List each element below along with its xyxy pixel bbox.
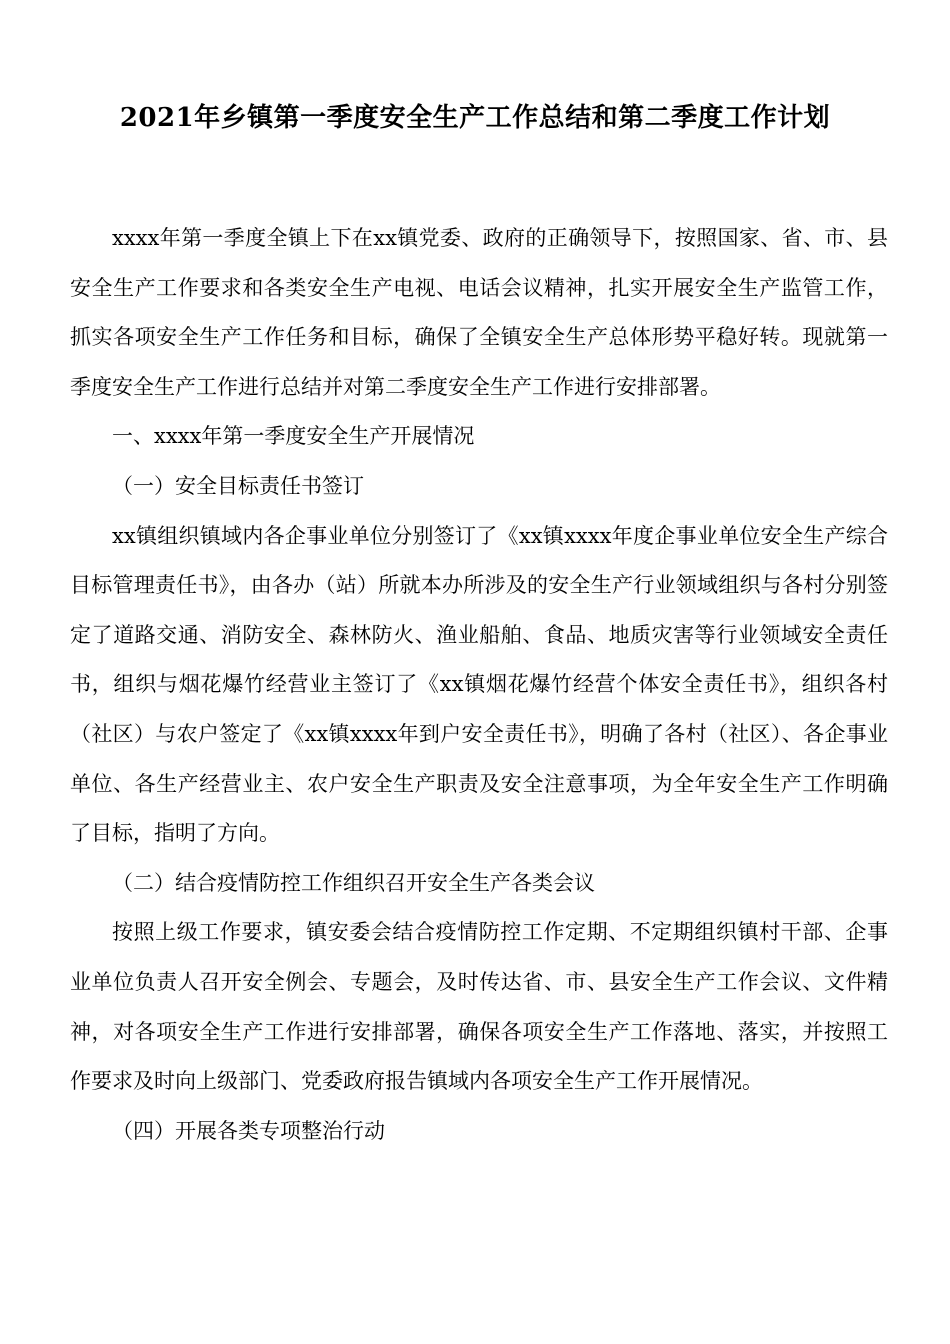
subsection-heading-4: （四）开展各类专项整治行动 xyxy=(112,1118,385,1143)
intro-paragraph: xxxx年第一季度全镇上下在xx镇党委、政府的正确领导下，按照国家、省、市、县安全生产工作要求和各类安全生产电视、电话会议精神，扎实开展安全生产监管工作，抓实各项安全生产工作任务和目标，确保了全镇安全生产总体形势平稳好转。现就第一季度安全生产工作进行总结并对第二季度安全生产工作进行安排部署。 xyxy=(70,226,888,399)
meetings-paragraph: 按照上级工作要求，镇安委会结合疫情防控工作定期、不定期组织镇村干部、企事业单位负责人召开安全例会、专题会，及时传达省、市、县安全生产工作会议、文件精神，对各项安全生产工作进行安排部署，确保各项安全生产工作落地、落实，并按照工作要求及时向上级部门、党委政府报告镇域内各项安全生产工作开展情况。 xyxy=(70,920,888,1094)
section-heading-1: 一、xxxx年第一季度安全生产开展情况 xyxy=(112,424,475,449)
responsibility-paragraph: xx镇组织镇域内各企事业单位分别签订了《xx镇xxxx年度企事业单位安全生产综合目标管理责任书》，由各办（站）所就本办所涉及的安全生产行业领域组织与各村分别签定了道路交通、消防安全、森林防火、渔业船舶、食品、地质灾害等行业领域安全责任书，组织与烟花爆竹经营业主签订了《xx镇烟花爆竹经营个体安全责任书》，组织各村（社区）与农户签定了《xx镇xxxx年到户安全责任书》，明确了各村（社区）、各企事业单位、各生产经营业主、农户安全生产职责及安全注意事项，为全年安全生产工作明确了目标，指明了方向。 xyxy=(70,523,888,846)
subsection-heading-2: （二）结合疫情防控工作组织召开安全生产各类会议 xyxy=(112,870,595,895)
subsection-heading-1: （一）安全目标责任书签订 xyxy=(112,473,364,498)
document-body xyxy=(70,214,888,1156)
document-title: 2021年乡镇第一季度安全生产工作总结和第二季度工作计划 xyxy=(119,103,831,133)
